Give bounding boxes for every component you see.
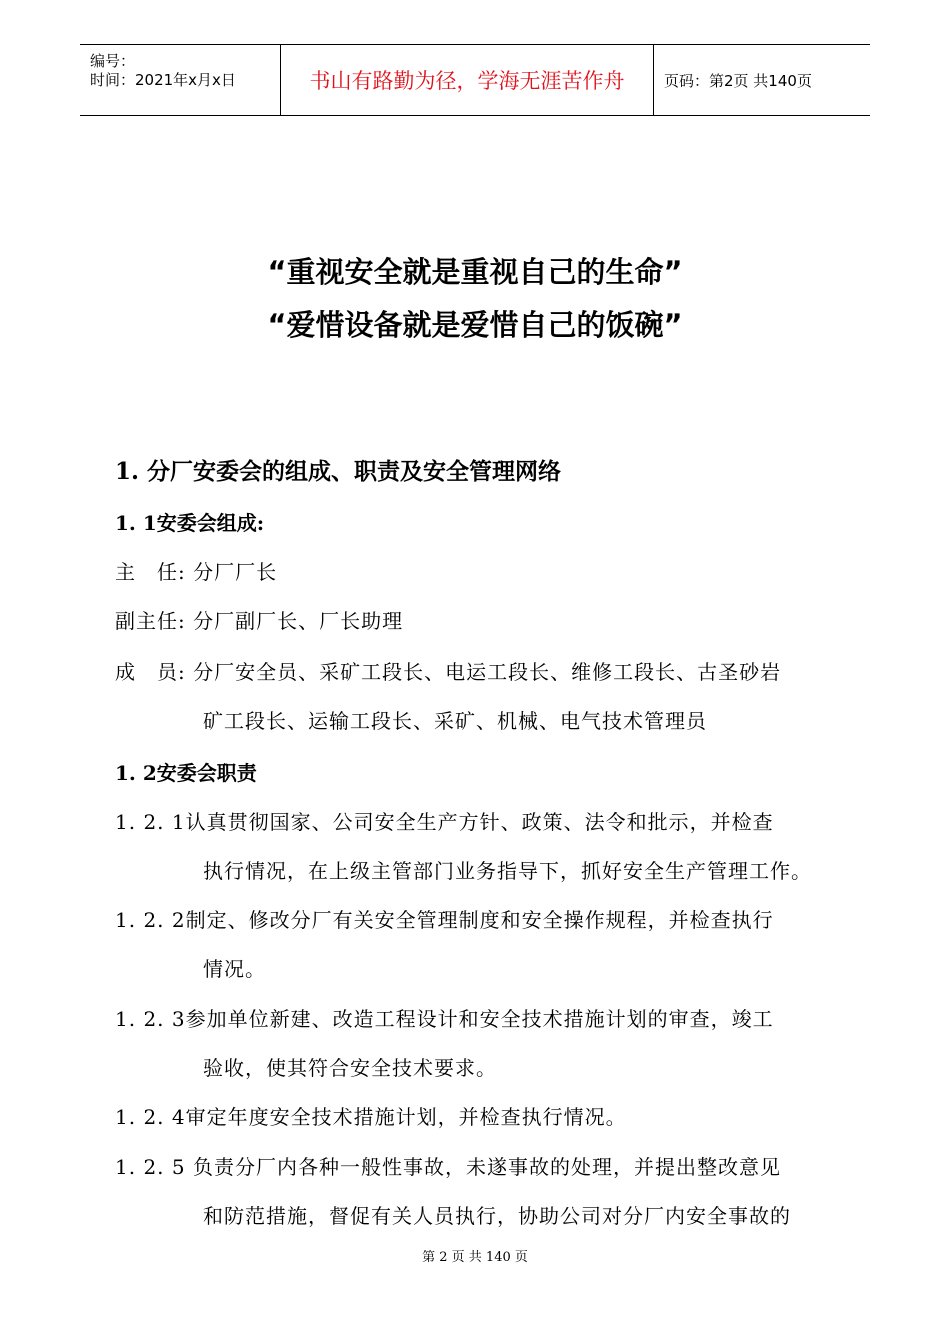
- number-label: 编号：: [90, 52, 136, 70]
- duty-item-2-line-1: 1. 2. 2制定、修改分厂有关安全管理制度和安全操作规程，并检查执行: [115, 908, 774, 932]
- duty-item-4-line-1: 1. 2. 4审定年度安全技术措施计划，并检查执行情况。: [115, 1105, 627, 1129]
- duty-item-3-line-2: 验收，使其符合安全技术要求。: [203, 1056, 497, 1080]
- slogan-title-2: “爱惜设备就是爱惜自己的饭碗”: [267, 308, 683, 342]
- page-footer: 第 2 页 共 140 页: [422, 1250, 528, 1265]
- page-header: [80, 44, 870, 116]
- duty-item-5-line-1: 1. 2. 5 负责分厂内各种一般性事故，未遂事故的处理，并提出整改意见: [115, 1155, 781, 1179]
- members-line-1: 成 员: 分厂安全员、采矿工段长、电运工段长、维修工段长、古圣砂岩: [115, 660, 782, 684]
- duty-item-1-line-2: 执行情况，在上级主管部门业务指导下，抓好安全生产管理工作。: [203, 859, 812, 883]
- members-line-2: 矿工段长、运输工段长、采矿、机械、电气技术管理员: [203, 709, 707, 733]
- header-meta: [80, 45, 280, 115]
- subsection-heading-composition: 1. 1安委会组成:: [115, 511, 265, 535]
- header-page-info: 页码：第2页 共140页: [664, 71, 812, 90]
- subsection-heading-duties: 1. 2安委会职责: [115, 761, 257, 785]
- slogan-title-1: “重视安全就是重视自己的生命”: [267, 255, 683, 289]
- duty-item-1-line-1: 1. 2. 1认真贯彻国家、公司安全生产方针、政策、法令和批示，并检查: [115, 810, 774, 834]
- section-heading: 1. 分厂安委会的组成、职责及安全管理网络: [115, 458, 562, 485]
- duty-item-5-line-2: 和防范措施，督促有关人员执行，协助公司对分厂内安全事故的: [203, 1204, 791, 1228]
- header-divider: [653, 45, 654, 115]
- duty-item-2-line-2: 情况。: [203, 957, 266, 981]
- duty-item-3-line-1: 1. 2. 3参加单位新建、改造工程设计和安全技术措施计划的审查，竣工: [115, 1007, 774, 1031]
- time-label: 时间：2021年x月x日: [90, 71, 236, 89]
- deputy-line: 副主任: 分厂副厂长、厂长助理: [115, 609, 404, 633]
- director-line: 主 任: 分厂厂长: [115, 560, 278, 584]
- header-motto: 书山有路勤为径，学海无涯苦作舟: [309, 69, 625, 93]
